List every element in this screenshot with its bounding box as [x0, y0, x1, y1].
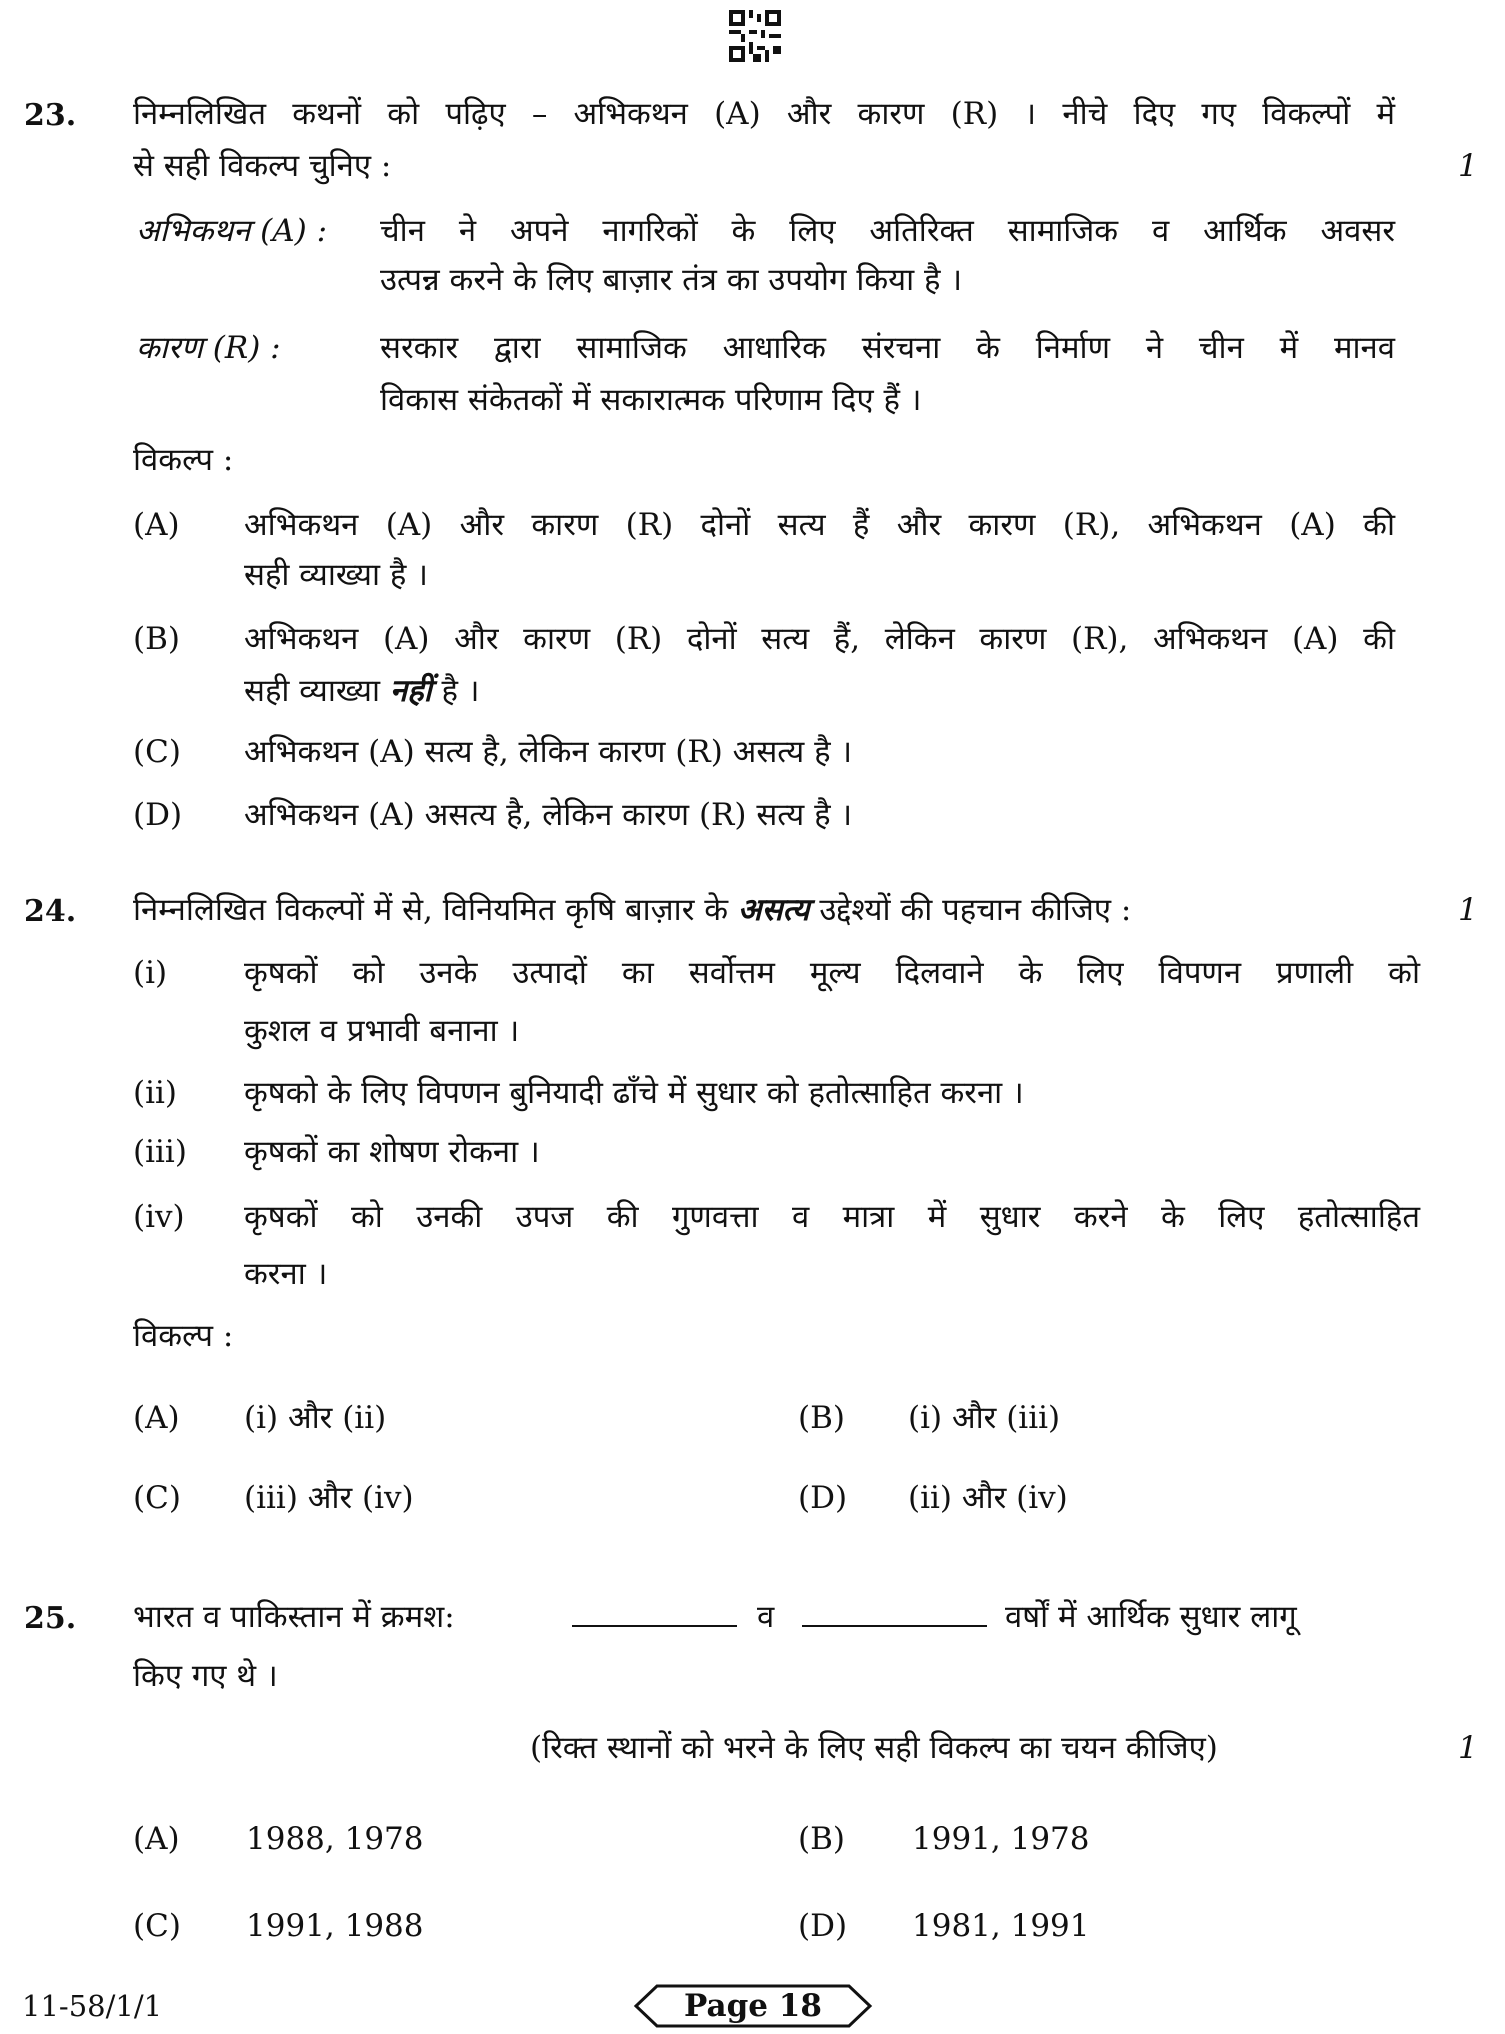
- item-label: (iii): [133, 1134, 187, 1170]
- option-label: (D): [798, 1908, 848, 1944]
- assertion-label: अभिकथन (A) :: [136, 213, 328, 249]
- reason-text: विकास संकेतकों में सकारात्मक परिणाम दिए हैं ।: [380, 382, 922, 418]
- blank-line: [572, 1601, 737, 1627]
- option-label: (B): [798, 1821, 845, 1857]
- question-number: 24.: [24, 894, 77, 929]
- option-text: (ii) और (iv): [908, 1480, 1068, 1516]
- option-text: 1991, 1978: [912, 1821, 1090, 1857]
- options-heading: विकल्प :: [133, 1318, 234, 1354]
- question-text: [133, 890, 1131, 930]
- option-text: 1991, 1988: [246, 1908, 424, 1944]
- item-label: (i): [133, 955, 168, 991]
- option-text: 1981, 1991: [912, 1908, 1090, 1944]
- question-text: निम्नलिखित कथनों को पढ़िए – अभिकथन (A) और कारण (R) । नीचे दिए गए विकल्पों में: [133, 96, 1395, 132]
- item-text: कुशल व प्रभावी बनाना ।: [244, 1013, 520, 1049]
- question-number: 23.: [24, 98, 77, 133]
- item-text: कृषको के लिए विपणन बुनियादी ढाँचे में सुधार को हतोत्साहित करना ।: [244, 1075, 1024, 1111]
- item-text: कृषकों का शोषण रोकना ।: [244, 1134, 540, 1170]
- option-text: (iii) और (iv): [244, 1480, 414, 1516]
- option-text: सही व्याख्या है ।: [244, 557, 428, 593]
- item-label: (iv): [133, 1199, 185, 1235]
- option-label: (A): [133, 1400, 180, 1436]
- question-marks: 1: [1458, 892, 1478, 928]
- question-text-part: उद्देश्यों की पहचान कीजिए :: [819, 892, 1132, 928]
- question-marks: 1: [1458, 148, 1478, 184]
- option-text: अभिकथन (A) सत्य है, लेकिन कारण (R) असत्य है ।: [244, 734, 853, 770]
- options-heading: विकल्प :: [133, 442, 234, 478]
- instruction-hint: (रिक्त स्थानों को भरने के लिए सही विकल्प का चयन कीजिए): [530, 1730, 1218, 1766]
- paper-code: 11-58/1/1: [22, 1989, 163, 2023]
- assertion-text: चीन ने अपने नागरिकों के लिए अतिरिक्त सामाजिक व आर्थिक अवसर: [380, 213, 1395, 249]
- option-label: (D): [133, 797, 183, 833]
- option-label: (D): [798, 1480, 848, 1516]
- question-text-part: वर्षों में आर्थिक सुधार लागू: [1005, 1599, 1297, 1635]
- option-text: (i) और (ii): [244, 1400, 387, 1436]
- reason-text: सरकार द्वारा सामाजिक आधारिक संरचना के निर्माण ने चीन में मानव: [380, 330, 1395, 366]
- option-text: अभिकथन (A) और कारण (R) दोनों सत्य हैं, लेकिन कारण (R), अभिकथन (A) की: [244, 621, 1395, 657]
- item-text: कृषकों को उनकी उपज की गुणवत्ता व मात्रा में सुधार करने के लिए हतोत्साहित: [244, 1199, 1420, 1235]
- emphasis-false: असत्य: [737, 892, 810, 928]
- option-text: अभिकथन (A) और कारण (R) दोनों सत्य हैं और कारण (R), अभिकथन (A) की: [244, 507, 1395, 543]
- option-label: (C): [133, 1480, 181, 1516]
- option-text-part: सही व्याख्या: [244, 673, 381, 709]
- blank-1: [572, 1597, 737, 1637]
- item-text: करना ।: [244, 1256, 328, 1292]
- question-text: से सही विकल्प चुनिए :: [133, 148, 392, 184]
- page-number: Page 18: [684, 1988, 822, 2024]
- option-text: 1988, 1978: [246, 1821, 424, 1857]
- option-text-part: है ।: [441, 673, 480, 709]
- qr-code-icon: [729, 10, 781, 62]
- question-text-part: निम्नलिखित विकल्पों में से, विनियमित कृषि बाज़ार के: [133, 892, 729, 928]
- emphasis-not: नहीं: [389, 673, 432, 709]
- reason-label: कारण (R) :: [136, 330, 281, 366]
- question-marks: 1: [1458, 1730, 1478, 1766]
- assertion-text: उत्पन्न करने के लिए बाज़ार तंत्र का उपयोग किया है ।: [380, 262, 963, 298]
- question-text: किए गए थे ।: [133, 1658, 278, 1694]
- option-text: अभिकथन (A) असत्य है, लेकिन कारण (R) सत्य है ।: [244, 797, 853, 833]
- item-label: (ii): [133, 1075, 178, 1111]
- page-number-badge: [633, 1984, 873, 2028]
- option-label: (B): [798, 1400, 845, 1436]
- question-text-part: व: [757, 1599, 775, 1635]
- option-label: (C): [133, 734, 181, 770]
- item-text: कृषकों को उनके उत्पादों का सर्वोत्तम मूल्य दिलवाने के लिए विपणन प्रणाली को: [244, 955, 1420, 991]
- option-label: (A): [133, 1821, 180, 1857]
- option-text: [244, 671, 480, 711]
- blank-2: [802, 1597, 987, 1637]
- option-label: (C): [133, 1908, 181, 1944]
- option-text: (i) और (iii): [908, 1400, 1061, 1436]
- question-text-part: भारत व पाकिस्तान में क्रमश:: [133, 1599, 455, 1635]
- question-number: 25.: [24, 1601, 77, 1636]
- blank-line: [802, 1601, 987, 1627]
- option-label: (B): [133, 621, 180, 657]
- option-label: (A): [133, 507, 180, 543]
